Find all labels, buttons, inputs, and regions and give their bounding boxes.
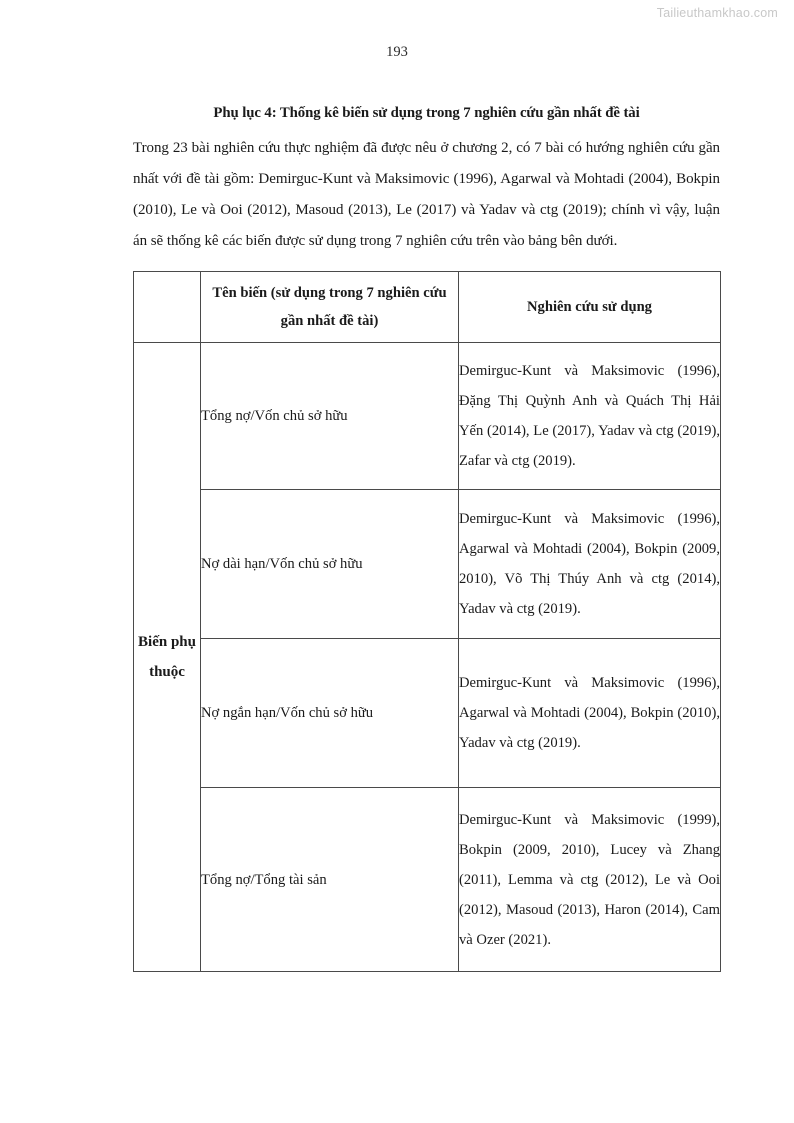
table-header [134,272,721,343]
variable-name-cell: Nợ ngắn hạn/Vốn chủ sở hữu [201,639,459,788]
studies-cell: Demirguc-Kunt và Maksimovic (1996), Agarwal và Mohtadi (2004), Bokpin (2009, 2010), Võ Thị Thúy Anh và ctg (2014), Yadav và ctg (2019). [459,490,721,639]
table-row [134,788,721,972]
studies-cell: Demirguc-Kunt và Maksimovic (1999), Bokpin (2009, 2010), Lucey và Zhang (2011), Lemma và ctg (2012), Le và Ooi (2012), Masoud (2013), Haron (2014), Cam và Ozer (2021). [459,788,721,972]
table-row [134,343,721,490]
page-content [133,103,720,972]
table-row [134,490,721,639]
table-header-row [134,272,721,343]
header-cell-group [134,272,201,343]
studies-cell: Demirguc-Kunt và Maksimovic (1996), Đặng Thị Quỳnh Anh và Quách Thị Hải Yến (2014), Le (2017), Yadav và ctg (2019), Zafar và ctg (2019). [459,343,721,490]
variable-name-cell: Nợ dài hạn/Vốn chủ sở hữu [201,490,459,639]
intro-paragraph: Trong 23 bài nghiên cứu thực nghiệm đã được nêu ở chương 2, có 7 bài có hướng nghiên cứu gần nhất với đề tài gồm: Demirguc-Kunt và Maksimovic (1996), Agarwal và Mohtadi (2004), Bokpin (2010), Le và Ooi (2012), Masoud (2013), Le (2017) và Yadav và ctg (2019); chính vì vậy, luận án sẽ thống kê các biến được sử dụng trong 7 nghiên cứu trên vào bảng bên dưới. [133,140,720,250]
group-cell-dependent-variables: Biến phụ thuộc [134,343,201,972]
studies-cell: Demirguc-Kunt và Maksimovic (1996), Agarwal và Mohtadi (2004), Bokpin (2010), Yadav và ctg (2019). [459,639,721,788]
header-cell-studies: Nghiên cứu sử dụng [459,272,721,343]
appendix-title: Phụ lục 4: Thống kê biến sử dụng trong 7 nghiên cứu gần nhất đề tài [213,105,640,121]
table-body [134,343,721,972]
variable-name-cell: Tổng nợ/Vốn chủ sở hữu [201,343,459,490]
header-cell-variable-name: Tên biến (sử dụng trong 7 nghiên cứu gần nhất đề tài) [201,272,459,343]
variables-table [133,271,721,972]
watermark-text: Tailieuthamkhao.com [656,6,778,20]
table-row [134,639,721,788]
variable-name-cell: Tổng nợ/Tổng tài sản [201,788,459,972]
page-number: 193 [386,44,408,60]
